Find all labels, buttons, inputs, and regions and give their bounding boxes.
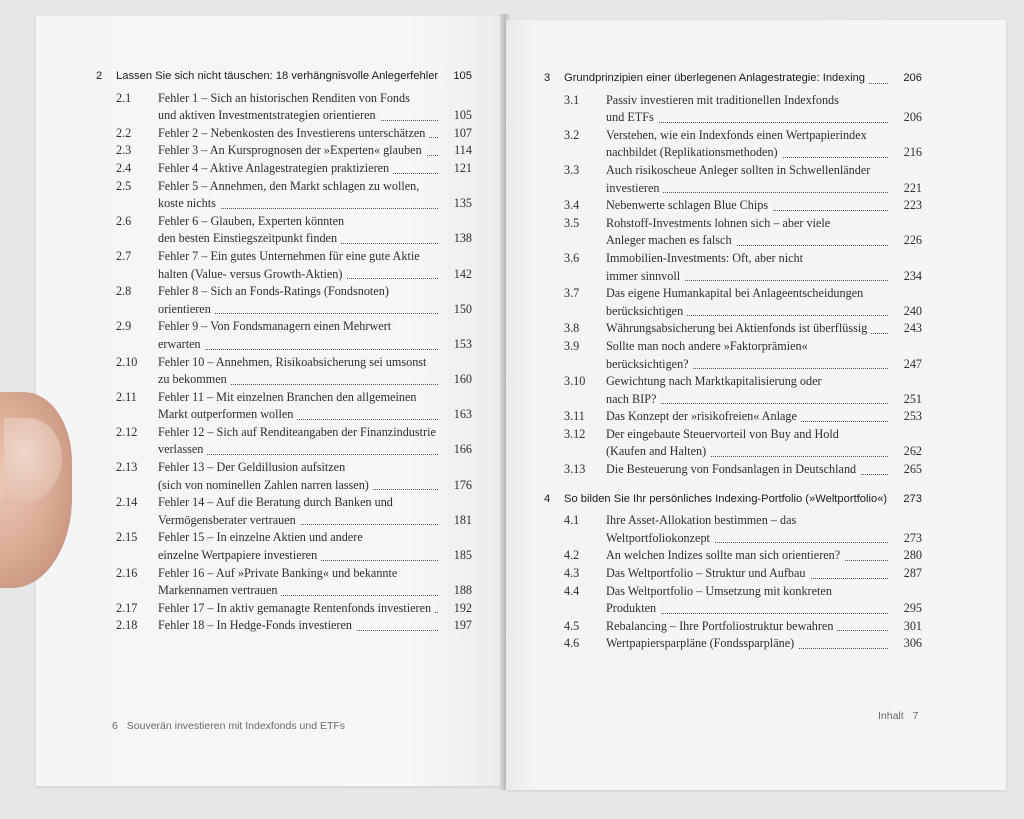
toc-line-text: Fehler 13 – Der Geldillusion aufsitzen — [158, 460, 349, 474]
toc-line-text: Fehler 4 – Aktive Anlagestrategien praktizieren — [158, 161, 393, 175]
toc-line — [606, 512, 922, 530]
chapter-number: 2 — [96, 70, 103, 82]
toc-line-text: (sich von nominellen Zahlen narren lassen) — [158, 478, 373, 492]
toc-line-text: Fehler 12 – Sich auf Renditeangaben der Finanzindustrie — [158, 425, 440, 439]
left-toc — [96, 68, 472, 635]
toc-entry — [544, 250, 922, 285]
toc-line — [158, 178, 472, 196]
entry-number: 3.1 — [564, 92, 580, 107]
page-number: 176 — [453, 477, 472, 492]
toc-line — [158, 142, 472, 160]
toc-entry — [544, 162, 922, 197]
toc-entry — [544, 285, 922, 320]
toc-line-text: Das eigene Humankapital bei Anlageentscheidungen — [606, 286, 867, 300]
page-number: 247 — [903, 356, 922, 371]
toc-line — [606, 635, 922, 653]
toc-line — [606, 565, 922, 583]
toc-line-text: und ETFs — [606, 110, 658, 124]
toc-line-text: Fehler 2 – Nebenkosten des Investierens unterschätzen — [158, 126, 429, 140]
toc-line — [606, 443, 922, 461]
page-number: 150 — [453, 301, 472, 316]
page-number: 234 — [903, 268, 922, 283]
right-footer — [878, 710, 918, 722]
toc-line-text: Fehler 18 – In Hedge-Fonds investieren — [158, 618, 356, 632]
toc-entry — [96, 424, 472, 459]
entry-number: 2.17 — [116, 600, 138, 615]
toc-line — [606, 583, 922, 601]
toc-line-text: erwarten — [158, 337, 205, 351]
toc-line — [158, 477, 472, 495]
entry-number: 3.13 — [564, 462, 586, 477]
toc-line — [158, 195, 472, 213]
toc-line — [606, 127, 922, 145]
toc-entry — [544, 583, 922, 618]
toc-line — [606, 197, 922, 215]
right-page — [506, 20, 1006, 790]
entry-number: 2.13 — [116, 460, 138, 475]
toc-line-text: Nebenwerte schlagen Blue Chips — [606, 198, 772, 212]
toc-line-text: Ihre Asset-Allokation bestimmen – das — [606, 513, 800, 527]
entry-number: 4.1 — [564, 513, 580, 528]
toc-line — [158, 512, 472, 530]
page-number: 107 — [453, 125, 472, 140]
page-number: 138 — [453, 231, 472, 246]
toc-line-text: Fehler 16 – Auf »Private Banking« und bekannte — [158, 566, 401, 580]
toc-line-text: einzelne Wertpapiere investieren — [158, 548, 321, 562]
entry-number: 2.6 — [116, 213, 132, 228]
toc-line-text: Das Konzept der »risikofreien« Anlage — [606, 409, 801, 423]
toc-entry — [96, 318, 472, 353]
toc-line-text: Währungsabsicherung bei Aktienfonds ist überflüssig — [606, 321, 871, 335]
toc-entry — [96, 600, 472, 618]
entry-number: 4.5 — [564, 618, 580, 633]
toc-line-text: nachbildet (Replikationsmethoden) — [606, 145, 782, 159]
toc-line-text: Fehler 14 – Auf die Beratung durch Banken und — [158, 495, 397, 509]
entry-number: 3.7 — [564, 286, 580, 301]
entry-number: 2.11 — [116, 389, 137, 404]
page-number: 221 — [903, 180, 922, 195]
toc-line-text: Fehler 1 – Sich an historischen Renditen von Fonds — [158, 91, 414, 105]
toc-line-text: Anleger machen es falsch — [606, 233, 736, 247]
toc-entry — [544, 461, 922, 479]
entry-number: 2.12 — [116, 424, 138, 439]
toc-entry — [96, 142, 472, 160]
toc-line-text: Fehler 11 – Mit einzelnen Branchen den allgemeinen — [158, 390, 420, 404]
page-number: 192 — [453, 600, 472, 615]
toc-entry — [544, 215, 922, 250]
chapter-number: 4 — [544, 492, 551, 505]
entry-number: 2.9 — [116, 319, 132, 334]
toc-line — [158, 230, 472, 248]
toc-line — [606, 303, 922, 321]
left-footer — [112, 720, 345, 732]
toc-line-text: Fehler 17 – In aktiv gemanagte Rentenfonds investieren — [158, 601, 435, 615]
page-number: 181 — [453, 512, 472, 527]
toc-line — [606, 426, 922, 444]
toc-line — [158, 389, 472, 407]
toc-line — [158, 406, 472, 424]
toc-line-text: Die Besteuerung von Fondsanlagen in Deutschland — [606, 462, 860, 476]
page-number: 206 — [903, 110, 922, 125]
chapter-title: So bilden Sie Ihr persönliches Indexing-Portfolio (»Weltportfolio«) — [564, 493, 891, 505]
entry-number: 3.6 — [564, 250, 580, 265]
entry-number: 2.2 — [116, 125, 132, 140]
toc-line — [606, 547, 922, 565]
toc-line — [158, 547, 472, 565]
toc-entry — [544, 565, 922, 583]
toc-line — [606, 109, 922, 127]
entry-number: 3.9 — [564, 338, 580, 353]
toc-line — [158, 494, 472, 512]
page-number: 223 — [903, 198, 922, 213]
toc-line-text: Verstehen, wie ein Indexfonds einen Wertpapierindex — [606, 128, 871, 142]
toc-entry — [544, 338, 922, 373]
toc-line — [606, 530, 922, 548]
toc-line — [158, 441, 472, 459]
chapter-page-number: 105 — [453, 70, 472, 82]
toc-entry — [544, 320, 922, 338]
toc-line — [158, 90, 472, 108]
page-number: 226 — [903, 233, 922, 248]
toc-line — [606, 285, 922, 303]
entry-number: 4.6 — [564, 636, 580, 651]
toc-line-text: verlassen — [158, 442, 207, 456]
page-number: 160 — [453, 372, 472, 387]
page-number: 306 — [903, 636, 922, 651]
entry-number: 3.10 — [564, 374, 586, 389]
toc-line-text: investieren — [606, 181, 663, 195]
toc-line — [606, 268, 922, 286]
toc-line-text: Gewichtung nach Marktkapitalisierung oder — [606, 374, 826, 388]
toc-line — [158, 301, 472, 319]
toc-entry — [544, 512, 922, 547]
toc-line — [606, 162, 922, 180]
entry-number: 2.15 — [116, 530, 138, 545]
toc-line-text: berücksichtigen — [606, 304, 687, 318]
toc-line — [158, 213, 472, 231]
toc-line-text: koste nichts — [158, 196, 220, 210]
toc-line-text: Der eingebaute Steuervorteil von Buy and Hold — [606, 427, 843, 441]
chapter-heading — [544, 70, 922, 88]
toc-line — [606, 600, 922, 618]
page-number: 114 — [454, 143, 472, 158]
toc-entry — [96, 617, 472, 635]
toc-line — [158, 617, 472, 635]
right-toc — [544, 70, 922, 653]
toc-line — [158, 459, 472, 477]
chapter-heading — [544, 491, 922, 509]
page-number: 262 — [903, 444, 922, 459]
entry-number: 2.8 — [116, 284, 132, 299]
chapter-heading — [96, 68, 472, 86]
toc-line-text: (Kaufen and Halten) — [606, 444, 710, 458]
toc-entry — [96, 213, 472, 248]
page-number: 163 — [453, 407, 472, 422]
page-number: 243 — [903, 321, 922, 336]
toc-line-text: Das Weltportfolio – Umsetzung mit konkreten — [606, 584, 836, 598]
toc-line-text: Fehler 9 – Von Fondsmanagern einen Mehrwert — [158, 319, 395, 333]
toc-line — [564, 70, 922, 88]
toc-line — [158, 266, 472, 284]
toc-line — [158, 125, 472, 143]
left-footer-page-number: 6 — [112, 720, 118, 732]
toc-line-text: An welchen Indizes sollte man sich orientieren? — [606, 548, 844, 562]
toc-line — [606, 618, 922, 636]
page-number: 197 — [453, 618, 472, 633]
toc-line — [606, 356, 922, 374]
toc-line — [606, 215, 922, 233]
toc-line-text: Fehler 7 – Ein gutes Unternehmen für eine gute Aktie — [158, 249, 424, 263]
toc-line — [158, 283, 472, 301]
toc-line-text: Rebalancing – Ihre Portfoliostruktur bewahren — [606, 619, 837, 633]
toc-entry — [96, 178, 472, 213]
page-number: 121 — [453, 160, 472, 175]
toc-entry — [544, 127, 922, 162]
chapter-page-number: 273 — [903, 492, 922, 505]
page-number: 153 — [453, 336, 472, 351]
toc-entry — [96, 160, 472, 178]
entry-number: 2.14 — [116, 495, 138, 510]
entry-number: 3.4 — [564, 198, 580, 213]
entry-number: 2.10 — [116, 354, 138, 369]
toc-entry — [96, 125, 472, 143]
toc-entry — [96, 354, 472, 389]
entry-number: 3.3 — [564, 162, 580, 177]
toc-line — [606, 232, 922, 250]
entry-number: 2.18 — [116, 618, 138, 633]
toc-line-text: Das Weltportfolio – Struktur und Aufbau — [606, 566, 810, 580]
toc-line-text: Vermögensberater vertrauen — [158, 513, 300, 527]
toc-entry — [544, 373, 922, 408]
chapter-page-number: 206 — [903, 72, 922, 84]
toc-line — [606, 391, 922, 409]
toc-line — [606, 144, 922, 162]
toc-line-text: den besten Einstiegszeitpunkt finden — [158, 231, 341, 245]
chapter-spacer — [544, 479, 922, 491]
toc-line-text: zu bekommen — [158, 372, 231, 386]
toc-line-text: Fehler 3 – An Kursprognosen der »Experten« glauben — [158, 143, 426, 157]
toc-entry — [96, 248, 472, 283]
toc-line-text: Auch risikoscheue Anleger sollten in Schwellenländer — [606, 163, 874, 177]
toc-line — [158, 371, 472, 389]
chapter-title: Lassen Sie sich nicht täuschen: 18 verhängnisvolle Anlegerfehler — [116, 70, 442, 82]
toc-line-text: Weltportfoliokonzept — [606, 531, 714, 545]
page-number: 216 — [903, 145, 922, 160]
right-footer-label: Inhalt — [878, 710, 904, 722]
toc-entry — [544, 635, 922, 653]
toc-line — [606, 373, 922, 391]
toc-line — [158, 424, 472, 442]
toc-line — [606, 338, 922, 356]
entry-number: 4.2 — [564, 548, 580, 563]
toc-line — [116, 68, 472, 86]
toc-line-text: berücksichtigen? — [606, 357, 693, 371]
left-footer-book-title: Souverän investieren mit Indexfonds und ETFs — [126, 720, 346, 732]
chapter-title: Grundprinzipien einer überlegenen Anlagestrategie: Indexing — [564, 72, 869, 84]
toc-line — [158, 107, 472, 125]
toc-line — [606, 180, 922, 198]
entry-number: 3.2 — [564, 127, 580, 142]
toc-entry — [96, 565, 472, 600]
toc-line — [158, 582, 472, 600]
page-number: 166 — [453, 442, 472, 457]
toc-entry — [544, 408, 922, 426]
toc-line-text: nach BIP? — [606, 392, 660, 406]
toc-line-text: Wertpapiersparpläne (Fondssparpläne) — [606, 636, 798, 650]
entry-number: 2.16 — [116, 565, 138, 580]
entry-number: 3.8 — [564, 321, 580, 336]
toc-line-text: Fehler 15 – In einzelne Aktien und andere — [158, 530, 367, 544]
entry-number: 2.1 — [116, 90, 132, 105]
toc-line — [158, 318, 472, 336]
toc-line-text: Sollte man noch andere »Faktorprämien« — [606, 339, 812, 353]
toc-entry — [96, 529, 472, 564]
toc-line — [158, 354, 472, 372]
toc-line — [158, 160, 472, 178]
toc-entry — [96, 90, 472, 125]
toc-line-text: Markt outperformen wollen — [158, 407, 297, 421]
page-number: 142 — [453, 266, 472, 281]
entry-number: 2.3 — [116, 143, 132, 158]
toc-line — [606, 92, 922, 110]
entry-number: 3.11 — [564, 409, 585, 424]
toc-line — [158, 248, 472, 266]
entry-number: 2.4 — [116, 160, 132, 175]
toc-line — [606, 250, 922, 268]
toc-entry — [544, 547, 922, 565]
toc-entry — [96, 283, 472, 318]
page-number: 188 — [453, 583, 472, 598]
toc-line-text: Rohstoff-Investments lohnen sich – aber viele — [606, 216, 834, 230]
toc-line-text: Fehler 8 – Sich an Fonds-Ratings (Fondsnoten) — [158, 284, 393, 298]
entry-number: 2.5 — [116, 178, 132, 193]
toc-entry — [544, 197, 922, 215]
page-number: 273 — [903, 530, 922, 545]
page-number: 287 — [903, 566, 922, 581]
toc-entry — [544, 618, 922, 636]
toc-line — [606, 461, 922, 479]
toc-line-text: Markennamen vertrauen — [158, 583, 281, 597]
toc-line-text: orientieren — [158, 302, 215, 316]
toc-line — [564, 491, 922, 509]
toc-line-text: Passiv investieren mit traditionellen Indexfonds — [606, 93, 843, 107]
entry-number: 2.7 — [116, 248, 132, 263]
toc-entry — [96, 494, 472, 529]
page-number: 253 — [903, 409, 922, 424]
toc-line-text: Fehler 10 – Annehmen, Risikoabsicherung sei umsonst — [158, 355, 430, 369]
entry-number: 4.3 — [564, 566, 580, 581]
toc-line-text: Produkten — [606, 601, 660, 615]
right-footer-page-number: 7 — [912, 710, 919, 722]
toc-entry — [96, 459, 472, 494]
toc-line — [606, 408, 922, 426]
toc-line-text: Fehler 5 – Annehmen, den Markt schlagen zu wollen, — [158, 179, 423, 193]
toc-entry — [96, 389, 472, 424]
page-number: 295 — [903, 601, 922, 616]
chapter-number: 3 — [544, 72, 551, 84]
toc-line — [158, 529, 472, 547]
page-number: 280 — [903, 548, 922, 563]
entry-number: 3.12 — [564, 426, 586, 441]
page-number: 251 — [903, 391, 922, 406]
page-number: 240 — [903, 303, 922, 318]
toc-line-text: halten (Value- versus Growth-Aktien) — [158, 267, 346, 281]
left-page — [36, 16, 504, 786]
toc-line — [606, 320, 922, 338]
page-number: 135 — [453, 196, 472, 211]
entry-number: 4.4 — [564, 583, 580, 598]
entry-number: 3.5 — [564, 215, 580, 230]
toc-line-text: und aktiven Investmentstrategien orientieren — [158, 108, 380, 122]
toc-line — [158, 336, 472, 354]
page-number: 105 — [453, 108, 472, 123]
page-number: 185 — [453, 548, 472, 563]
toc-entry — [544, 426, 922, 461]
toc-entry — [544, 92, 922, 127]
toc-line-text: Fehler 6 – Glauben, Experten könnten — [158, 214, 348, 228]
toc-line — [158, 600, 472, 618]
toc-line-text: Immobilien-Investments: Oft, aber nicht — [606, 251, 807, 265]
toc-line — [158, 565, 472, 583]
toc-line-text: immer sinnvoll — [606, 269, 684, 283]
page-number: 301 — [903, 618, 922, 633]
page-number: 265 — [903, 462, 922, 477]
